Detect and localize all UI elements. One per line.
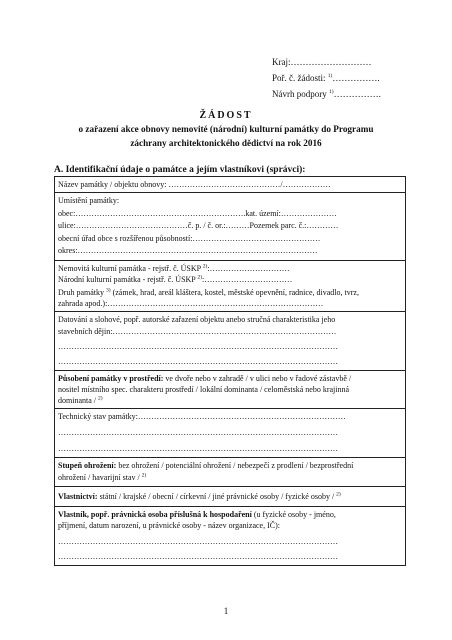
obecni-urad-field[interactable]: obecní úřad obce s rozšířenou působností:………………………………………… bbox=[58, 233, 321, 243]
vlastnictvi-label: Vlastnictví: bbox=[58, 491, 98, 501]
obec-field[interactable]: obec:……………………………………………………….kat. území:………………… bbox=[58, 208, 337, 218]
vlastnik-box bbox=[55, 507, 405, 565]
vlastnik-label-line bbox=[58, 509, 402, 521]
nemovita-label: Nemovitá kulturní památka - rejstř. č. ÚSKP bbox=[58, 263, 203, 273]
ohrozeni-options[interactable] bbox=[58, 460, 402, 472]
technicky-stav-field[interactable]: Technický stav památky:…………………………………………………………………… bbox=[58, 411, 346, 421]
document-title bbox=[20, 110, 432, 149]
navrh-podpory-blank: ……………. bbox=[333, 89, 381, 99]
druh-pamatky-continuation[interactable]: zahrada apod.):……………………………………………………………………… bbox=[58, 298, 324, 308]
kraj-label: Kraj:……………………… bbox=[272, 57, 372, 67]
section-a-heading: A. Identifikační údaje o památce a jejím vlastníkovi (správci): bbox=[54, 165, 306, 175]
narodni-label: Národní kulturní památka - rejstř. č. ÚSKP bbox=[58, 274, 198, 284]
datovani-blank-line[interactable]: …………………………………………………………………………………………… bbox=[58, 356, 338, 366]
technicky-stav-box bbox=[55, 409, 405, 458]
ulice-field[interactable]: ulice:……………………………………č. p. / č. or.:………Pozemek parc. č.:………… bbox=[58, 221, 339, 230]
vlastnictvi-box bbox=[55, 487, 405, 507]
vlastnik-hint-2: příjmení, datum narození, u právnické osoby - název organizace, IČ): bbox=[58, 521, 280, 530]
pusobeni-box bbox=[55, 371, 405, 409]
datovani-blank-line[interactable]: …………………………………………………………………………………………… bbox=[58, 341, 338, 351]
ohrozeni-label: Stupeň ohrožení: bbox=[58, 460, 117, 470]
kraj-field bbox=[272, 54, 381, 70]
druh-pamatky-field[interactable] bbox=[58, 287, 402, 298]
rejstrik-box bbox=[55, 261, 405, 312]
title-line-1: o zařazení akce obnovy nemovité (národní) kulturní památky do Programu bbox=[78, 124, 374, 134]
footnote-ref: 2) bbox=[98, 394, 103, 401]
footnote-ref: 2) bbox=[141, 471, 147, 478]
title-line-2: záchrany architektonického dědictví na rok 2016 bbox=[130, 138, 322, 148]
nemovita-blank: :………………………… bbox=[207, 263, 290, 273]
vlastnik-hint: (u fyzické osoby - jméno, bbox=[251, 509, 336, 519]
footnote-ref: 2) bbox=[336, 490, 341, 497]
okres-field[interactable]: okres:……………………………………………………………………………… bbox=[58, 246, 318, 255]
umisteni-box bbox=[55, 193, 405, 261]
footnote-ref: 2) bbox=[202, 262, 208, 269]
vlastnictvi-options[interactable] bbox=[58, 491, 402, 502]
pusobeni-label: Působení památky v prostředí: bbox=[58, 373, 164, 383]
footnote-ref: 1) bbox=[327, 73, 333, 79]
druh-label: Druh památky bbox=[58, 287, 106, 297]
ohrozeni-option-text: bez ohrožení / potenciální ohrožení / nebezpečí z prodlení / bezprostřední bbox=[116, 460, 354, 470]
pusobeni-option-text: ve dvoře nebo v zahradě / v ulici nebo v řadové zástavbě / bbox=[163, 373, 352, 383]
pusobeni-options[interactable] bbox=[58, 373, 402, 384]
druh-examples: (zámek, hrad, areál kláštera, kostel, městské opevnění, radnice, divadlo, tvrz, bbox=[110, 287, 359, 297]
poradove-cislo-label: Poř. č. žádosti: bbox=[272, 73, 328, 83]
technicky-stav-blank-line[interactable]: …………………………………………………………………………………………… bbox=[58, 427, 338, 437]
pusobeni-options-2[interactable]: nositel místního spec. charakteru prostředí / lokální dominanta / celoměstská nebo krajinná bbox=[58, 384, 350, 394]
vlastnik-label: Vlastník, popř. právnická osoba příslušná k hospodaření bbox=[58, 509, 252, 519]
nazev-pamatky-box bbox=[55, 177, 405, 193]
page-number: 1 bbox=[223, 606, 229, 616]
datovani-label: Datování a slohové, popř. autorské zařazení objektu anebo stručná charakteristika jeho bbox=[58, 314, 336, 324]
technicky-stav-blank-line[interactable]: …………………………………………………………………………………………… bbox=[58, 443, 338, 453]
pusobeni-options-3[interactable] bbox=[58, 395, 402, 406]
nemovita-pamatka-field[interactable] bbox=[58, 263, 402, 274]
application-header-fields bbox=[272, 54, 381, 102]
identification-form bbox=[54, 176, 406, 566]
navrh-podpory-field bbox=[272, 86, 381, 102]
poradove-cislo-blank: ……………. bbox=[332, 73, 380, 83]
vlastnik-blank-line[interactable]: …………………………………………………………………………………………… bbox=[58, 552, 338, 561]
navrh-podpory-label: Návrh podpory bbox=[272, 89, 327, 99]
ohrozeni-box bbox=[55, 458, 405, 487]
vlastnictvi-option-text: státní / krajské / obecní / církevní / jiné právnické osoby / fyzické osoby / bbox=[97, 491, 337, 501]
umisteni-label: Umístění památky: bbox=[58, 196, 120, 205]
pusobeni-option-text: dominanta / bbox=[58, 395, 98, 405]
ohrozeni-options-2[interactable] bbox=[58, 472, 402, 484]
narodni-blank: :…………………………… bbox=[202, 274, 293, 284]
stavebni-dejiny-field[interactable]: stavebních dějin:………………………………………………………………………… bbox=[58, 326, 337, 336]
title-main: ŽÁDOST bbox=[199, 110, 253, 121]
nazev-pamatky-field[interactable]: Název památky / objektu obnovy: ……………………………………/……………… bbox=[58, 180, 331, 189]
footnote-ref: 2) bbox=[197, 273, 203, 280]
narodni-pamatka-field[interactable] bbox=[58, 274, 402, 285]
vlastnik-blank-line[interactable]: …………………………………………………………………………………………… bbox=[58, 536, 338, 546]
datovani-box bbox=[55, 312, 405, 371]
ohrozeni-option-text: ohrožení / havarijní stav / bbox=[58, 472, 142, 482]
footnote-ref: 3) bbox=[106, 286, 111, 293]
poradove-cislo-field bbox=[272, 70, 381, 86]
footnote-ref: 1) bbox=[329, 89, 334, 95]
